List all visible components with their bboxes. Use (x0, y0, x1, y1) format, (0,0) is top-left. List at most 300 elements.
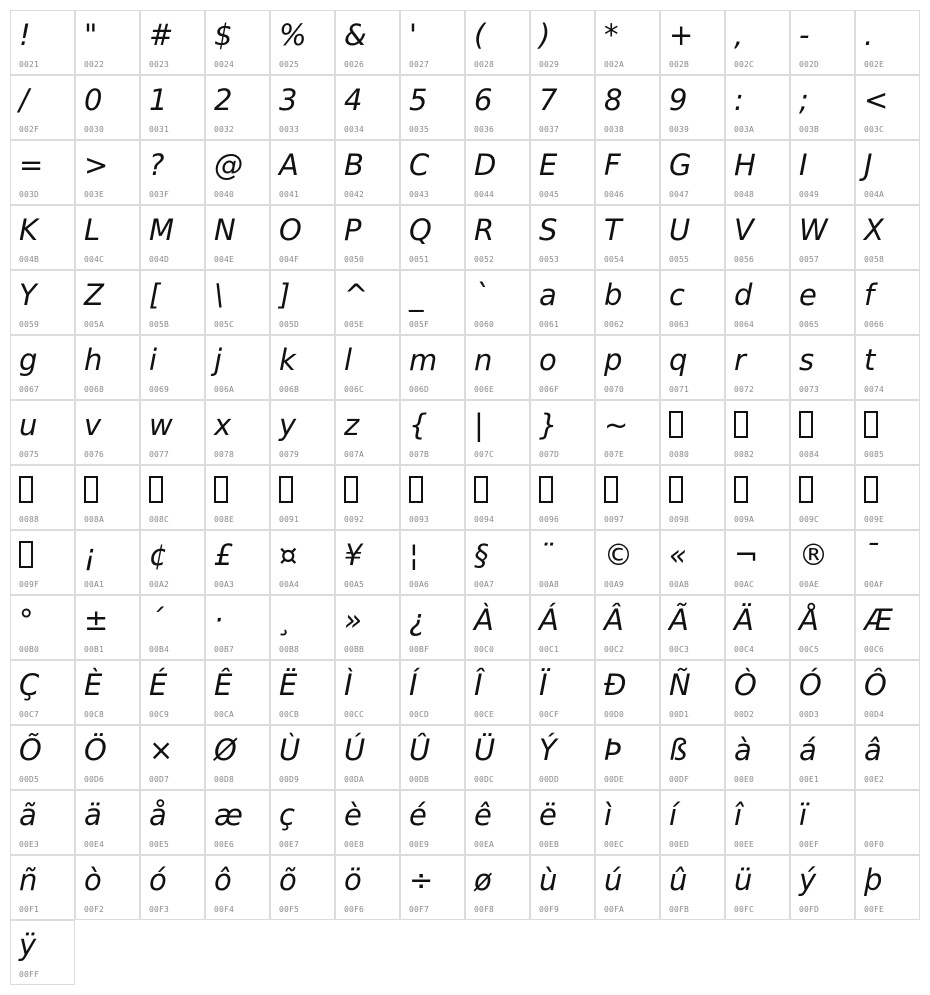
glyph-code: 0070 (604, 385, 625, 394)
glyph-code: 0029 (539, 60, 560, 69)
glyph-code: 00FC (734, 905, 755, 914)
glyph-code: 00F6 (344, 905, 365, 914)
glyph-char: ¬ (734, 538, 759, 572)
glyph-char (799, 405, 813, 448)
glyph-char: É (149, 668, 168, 702)
glyph-char: J (864, 148, 873, 182)
glyph-char: A (279, 148, 299, 182)
glyph-code: 00C3 (669, 645, 690, 654)
glyph-cell (205, 75, 270, 140)
glyph-cell (205, 855, 270, 920)
glyph-code: 005F (409, 320, 430, 329)
glyph-cell (335, 270, 400, 335)
glyph-code: 0051 (409, 255, 430, 264)
glyph-cell (270, 725, 335, 790)
glyph-cell (140, 465, 205, 530)
glyph-cell (465, 855, 530, 920)
glyph-cell (595, 75, 660, 140)
glyph-cell (400, 205, 465, 270)
glyph-cell (855, 790, 920, 855)
glyph-cell (790, 335, 855, 400)
glyph-code: 0031 (149, 125, 170, 134)
glyph-cell (725, 595, 790, 660)
glyph-cell (140, 335, 205, 400)
glyph-char: Å (799, 603, 819, 637)
glyph-code: 007E (604, 450, 625, 459)
glyph-char: m (409, 343, 438, 377)
glyph-code: 0041 (279, 190, 300, 199)
glyph-char: w (149, 408, 173, 442)
glyph-code: 00DC (474, 775, 495, 784)
glyph-cell (335, 400, 400, 465)
glyph-code: 005D (279, 320, 300, 329)
glyph-cell (530, 660, 595, 725)
glyph-cell (790, 205, 855, 270)
glyph-cell (725, 335, 790, 400)
glyph-code: 0071 (669, 385, 690, 394)
glyph-char: . (864, 18, 874, 52)
glyph-code: 0034 (344, 125, 365, 134)
glyph-code: 0022 (84, 60, 105, 69)
glyph-cell (595, 530, 660, 595)
glyph-code: 0055 (669, 255, 690, 264)
glyph-char: Ï (539, 668, 548, 702)
glyph-cell (790, 75, 855, 140)
glyph-cell (725, 465, 790, 530)
glyph-code: 00DB (409, 775, 430, 784)
glyph-cell (10, 790, 75, 855)
glyph-char: ô (214, 863, 232, 897)
glyph-cell (660, 660, 725, 725)
glyph-code: 00F0 (864, 840, 885, 849)
glyph-char (864, 470, 878, 513)
glyph-cell (530, 205, 595, 270)
glyph-cell (855, 725, 920, 790)
glyph-code: 0078 (214, 450, 235, 459)
glyph-cell (10, 920, 75, 985)
glyph-code: 002C (734, 60, 755, 69)
glyph-char: ¿ (409, 603, 425, 637)
glyph-char: ? (149, 148, 165, 182)
glyph-char: Ð (604, 668, 627, 702)
glyph-cell (530, 400, 595, 465)
glyph-code: 00EA (474, 840, 495, 849)
glyph-code: 007D (539, 450, 560, 459)
glyph-cell (595, 140, 660, 205)
glyph-code: 002E (864, 60, 885, 69)
glyph-code: 00C4 (734, 645, 755, 654)
glyph-code: 00B1 (84, 645, 105, 654)
glyph-char: M (149, 213, 175, 247)
glyph-char: Þ (604, 733, 622, 767)
glyph-code: 00DF (669, 775, 690, 784)
glyph-code: 00A4 (279, 580, 300, 589)
glyph-char: × (149, 733, 174, 767)
glyph-char: 6 (474, 83, 493, 117)
glyph-cell (400, 465, 465, 530)
glyph-code: 0024 (214, 60, 235, 69)
glyph-cell (465, 140, 530, 205)
glyph-code: 009C (799, 515, 820, 524)
glyph-char: þ (864, 863, 883, 897)
glyph-code: 00D9 (279, 775, 300, 784)
glyph-char: ] (279, 278, 291, 312)
missing-glyph-box (864, 411, 878, 438)
glyph-char: ë (539, 798, 557, 832)
glyph-cell (400, 400, 465, 465)
glyph-code: 00A2 (149, 580, 170, 589)
glyph-char: * (604, 18, 619, 52)
glyph-code: 00D3 (799, 710, 820, 719)
glyph-code: 0084 (799, 450, 820, 459)
glyph-char: $ (214, 18, 233, 52)
glyph-cell (335, 790, 400, 855)
missing-glyph-box (19, 476, 33, 503)
glyph-cell (660, 335, 725, 400)
glyph-code: 00ED (669, 840, 690, 849)
glyph-code: 0021 (19, 60, 40, 69)
glyph-char: ä (84, 798, 102, 832)
glyph-code: 00D7 (149, 775, 170, 784)
glyph-cell (465, 205, 530, 270)
glyph-char: # (149, 18, 174, 52)
glyph-cell (335, 465, 400, 530)
glyph-cell (400, 530, 465, 595)
glyph-char: í (669, 798, 678, 832)
glyph-cell (75, 595, 140, 660)
glyph-cell (790, 270, 855, 335)
glyph-char: | (474, 408, 484, 442)
glyph-char: Ý (539, 733, 557, 767)
glyph-cell (855, 595, 920, 660)
glyph-char: V (734, 213, 754, 247)
glyph-char: ) (539, 18, 551, 52)
glyph-char: ú (604, 863, 623, 897)
glyph-cell (335, 595, 400, 660)
glyph-code: 00B4 (149, 645, 170, 654)
glyph-code: 0023 (149, 60, 170, 69)
glyph-cell (855, 10, 920, 75)
glyph-code: 0059 (19, 320, 40, 329)
glyph-code: 0056 (734, 255, 755, 264)
glyph-char: Ò (734, 668, 757, 702)
glyph-char: Ê (214, 668, 233, 702)
glyph-code: 005A (84, 320, 105, 329)
glyph-code: 0062 (604, 320, 625, 329)
glyph-code: 0038 (604, 125, 625, 134)
glyph-char: û (669, 863, 688, 897)
glyph-char: ß (669, 733, 688, 767)
glyph-char: Â (604, 603, 624, 637)
glyph-char: Ì (344, 668, 353, 702)
glyph-cell (270, 790, 335, 855)
glyph-code: 00A6 (409, 580, 430, 589)
glyph-char: ¢ (149, 538, 168, 572)
glyph-code: 00F1 (19, 905, 40, 914)
glyph-code: 00B7 (214, 645, 235, 654)
glyph-cell (790, 530, 855, 595)
glyph-char: Ú (344, 733, 366, 767)
glyph-char: 2 (214, 83, 233, 117)
glyph-code: 0045 (539, 190, 560, 199)
glyph-code: 002B (669, 60, 690, 69)
glyph-cell (10, 75, 75, 140)
glyph-code: 00A9 (604, 580, 625, 589)
glyph-code: 00CD (409, 710, 430, 719)
glyph-code: 00C6 (864, 645, 885, 654)
glyph-cell (270, 595, 335, 660)
glyph-code: 0060 (474, 320, 495, 329)
glyph-char: l (344, 343, 353, 377)
glyph-char: L (84, 213, 101, 247)
glyph-code: 00C2 (604, 645, 625, 654)
glyph-char: ã (19, 798, 37, 832)
glyph-char: Ù (279, 733, 301, 767)
glyph-code: 00E5 (149, 840, 170, 849)
glyph-char: ó (149, 863, 167, 897)
glyph-code: 00C5 (799, 645, 820, 654)
glyph-cell (75, 465, 140, 530)
glyph-code: 0032 (214, 125, 235, 134)
glyph-char: Ø (214, 733, 237, 767)
glyph-cell (75, 270, 140, 335)
glyph-char: ¡ (84, 538, 96, 572)
glyph-char: Q (409, 213, 432, 247)
glyph-cell (270, 465, 335, 530)
glyph-char: y (279, 408, 297, 442)
glyph-code: 00DA (344, 775, 365, 784)
glyph-char: q (669, 343, 688, 377)
glyph-char: @ (214, 148, 243, 182)
glyph-char: S (539, 213, 558, 247)
glyph-char: ¤ (279, 538, 298, 572)
glyph-cell (270, 10, 335, 75)
glyph-code: 0026 (344, 60, 365, 69)
glyph-cell (10, 10, 75, 75)
glyph-code: 0025 (279, 60, 300, 69)
glyph-cell (400, 140, 465, 205)
glyph-code: 0076 (84, 450, 105, 459)
glyph-code: 00C7 (19, 710, 40, 719)
glyph-char: Ü (474, 733, 496, 767)
glyph-cell (855, 270, 920, 335)
glyph-code: 0068 (84, 385, 105, 394)
glyph-char: h (84, 343, 103, 377)
glyph-code: 00D6 (84, 775, 105, 784)
glyph-code: 004A (864, 190, 885, 199)
glyph-char: e (799, 278, 817, 312)
glyph-cell (270, 855, 335, 920)
glyph-cell (725, 205, 790, 270)
glyph-cell (530, 595, 595, 660)
glyph-code: 0088 (19, 515, 40, 524)
glyph-cell (140, 725, 205, 790)
glyph-cell (140, 205, 205, 270)
glyph-code: 005E (344, 320, 365, 329)
glyph-char (19, 535, 33, 578)
glyph-code: 0063 (669, 320, 690, 329)
glyph-code: 00F8 (474, 905, 495, 914)
glyph-char: p (604, 343, 623, 377)
glyph-cell (75, 660, 140, 725)
glyph-code: 00CA (214, 710, 235, 719)
glyph-char: { (409, 408, 428, 442)
glyph-cell (465, 595, 530, 660)
glyph-char: < (864, 83, 889, 117)
glyph-char (864, 405, 878, 448)
glyph-cell (530, 75, 595, 140)
glyph-code: 0044 (474, 190, 495, 199)
glyph-cell (595, 725, 660, 790)
glyph-cell (75, 10, 140, 75)
glyph-char: Î (474, 668, 483, 702)
glyph-code: 00FE (864, 905, 885, 914)
glyph-cell (10, 855, 75, 920)
glyph-code: 00BB (344, 645, 365, 654)
glyph-char (19, 470, 33, 513)
glyph-cell (400, 660, 465, 725)
glyph-cell (595, 660, 660, 725)
missing-glyph-box (409, 476, 423, 503)
missing-glyph-box (799, 411, 813, 438)
glyph-cell (465, 335, 530, 400)
glyph-char: + (669, 18, 694, 52)
glyph-cell (205, 595, 270, 660)
missing-glyph-box (214, 476, 228, 503)
glyph-code: 0067 (19, 385, 40, 394)
glyph-code: 00E3 (19, 840, 40, 849)
glyph-cell (205, 10, 270, 75)
glyph-cell (595, 465, 660, 530)
glyph-code: 00D0 (604, 710, 625, 719)
glyph-code: 007C (474, 450, 495, 459)
glyph-char: À (474, 603, 494, 637)
glyph-char: x (214, 408, 232, 442)
missing-glyph-box (864, 476, 878, 503)
glyph-char: 8 (604, 83, 623, 117)
missing-glyph-box (279, 476, 293, 503)
glyph-code: 002F (19, 125, 40, 134)
glyph-cell (465, 725, 530, 790)
glyph-code: 00D5 (19, 775, 40, 784)
glyph-char: o (539, 343, 557, 377)
glyph-code: 0079 (279, 450, 300, 459)
glyph-cell (140, 790, 205, 855)
glyph-char (344, 470, 358, 513)
glyph-char: O (279, 213, 302, 247)
glyph-code: 0075 (19, 450, 40, 459)
glyph-char: ê (474, 798, 492, 832)
glyph-char: Í (409, 668, 418, 702)
glyph-char: - (799, 18, 810, 52)
glyph-code: 00C0 (474, 645, 495, 654)
glyph-code: 0096 (539, 515, 560, 524)
glyph-cell (855, 75, 920, 140)
glyph-code: 00FD (799, 905, 820, 914)
glyph-char: , (734, 18, 744, 52)
glyph-char: ` (474, 278, 489, 312)
glyph-char: » (344, 603, 362, 637)
glyph-code: 008E (214, 515, 235, 524)
glyph-code: 00DD (539, 775, 560, 784)
glyph-char: Ô (864, 668, 887, 702)
glyph-char: ¦ (409, 538, 419, 572)
glyph-code: 0072 (734, 385, 755, 394)
glyph-cell (400, 725, 465, 790)
glyph-char: Ã (669, 603, 689, 637)
glyph-code: 00A1 (84, 580, 105, 589)
missing-glyph-box (734, 411, 748, 438)
glyph-char: ~ (604, 408, 629, 442)
glyph-code: 008A (84, 515, 105, 524)
glyph-char: ÿ (19, 928, 37, 962)
glyph-code: 00C8 (84, 710, 105, 719)
glyph-code: 00D2 (734, 710, 755, 719)
glyph-cell (10, 335, 75, 400)
glyph-char: £ (214, 538, 233, 572)
glyph-cell (270, 140, 335, 205)
glyph-cell (855, 855, 920, 920)
missing-glyph-box (669, 476, 683, 503)
glyph-cell (530, 270, 595, 335)
glyph-char: n (474, 343, 493, 377)
glyph-char: è (344, 798, 362, 832)
glyph-cell (465, 270, 530, 335)
glyph-char: H (734, 148, 756, 182)
glyph-cell (10, 595, 75, 660)
glyph-cell (725, 530, 790, 595)
glyph-char: ÷ (409, 863, 434, 897)
glyph-code: 007A (344, 450, 365, 459)
glyph-code: 0054 (604, 255, 625, 264)
glyph-char: á (799, 733, 817, 767)
glyph-char: v (84, 408, 102, 442)
glyph-code: 00E9 (409, 840, 430, 849)
glyph-cell (10, 660, 75, 725)
glyph-code: 00AB (669, 580, 690, 589)
glyph-code: 0049 (799, 190, 820, 199)
glyph-char: ° (19, 603, 34, 637)
glyph-char: F (604, 148, 621, 182)
glyph-char: ñ (19, 863, 38, 897)
glyph-cell (270, 270, 335, 335)
glyph-char: 0 (84, 83, 103, 117)
glyph-cell (205, 400, 270, 465)
glyph-char: ® (799, 538, 828, 572)
glyph-cell (660, 10, 725, 75)
glyph-char: ü (734, 863, 753, 897)
glyph-code: 00C1 (539, 645, 560, 654)
glyph-char: 4 (344, 83, 363, 117)
glyph-char: B (344, 148, 364, 182)
glyph-code: 00EC (604, 840, 625, 849)
glyph-code: 00FB (669, 905, 690, 914)
glyph-code: 0037 (539, 125, 560, 134)
glyph-char: ¥ (344, 538, 363, 572)
glyph-cell (10, 205, 75, 270)
glyph-cell (855, 400, 920, 465)
glyph-code: 0047 (669, 190, 690, 199)
glyph-char: Ä (734, 603, 754, 637)
missing-glyph-box (84, 476, 98, 503)
glyph-cell (790, 10, 855, 75)
glyph-cell (335, 530, 400, 595)
glyph-char: 1 (149, 83, 168, 117)
glyph-char (734, 405, 748, 448)
glyph-code: 004C (84, 255, 105, 264)
glyph-code: 003E (84, 190, 105, 199)
glyph-char (799, 470, 813, 513)
